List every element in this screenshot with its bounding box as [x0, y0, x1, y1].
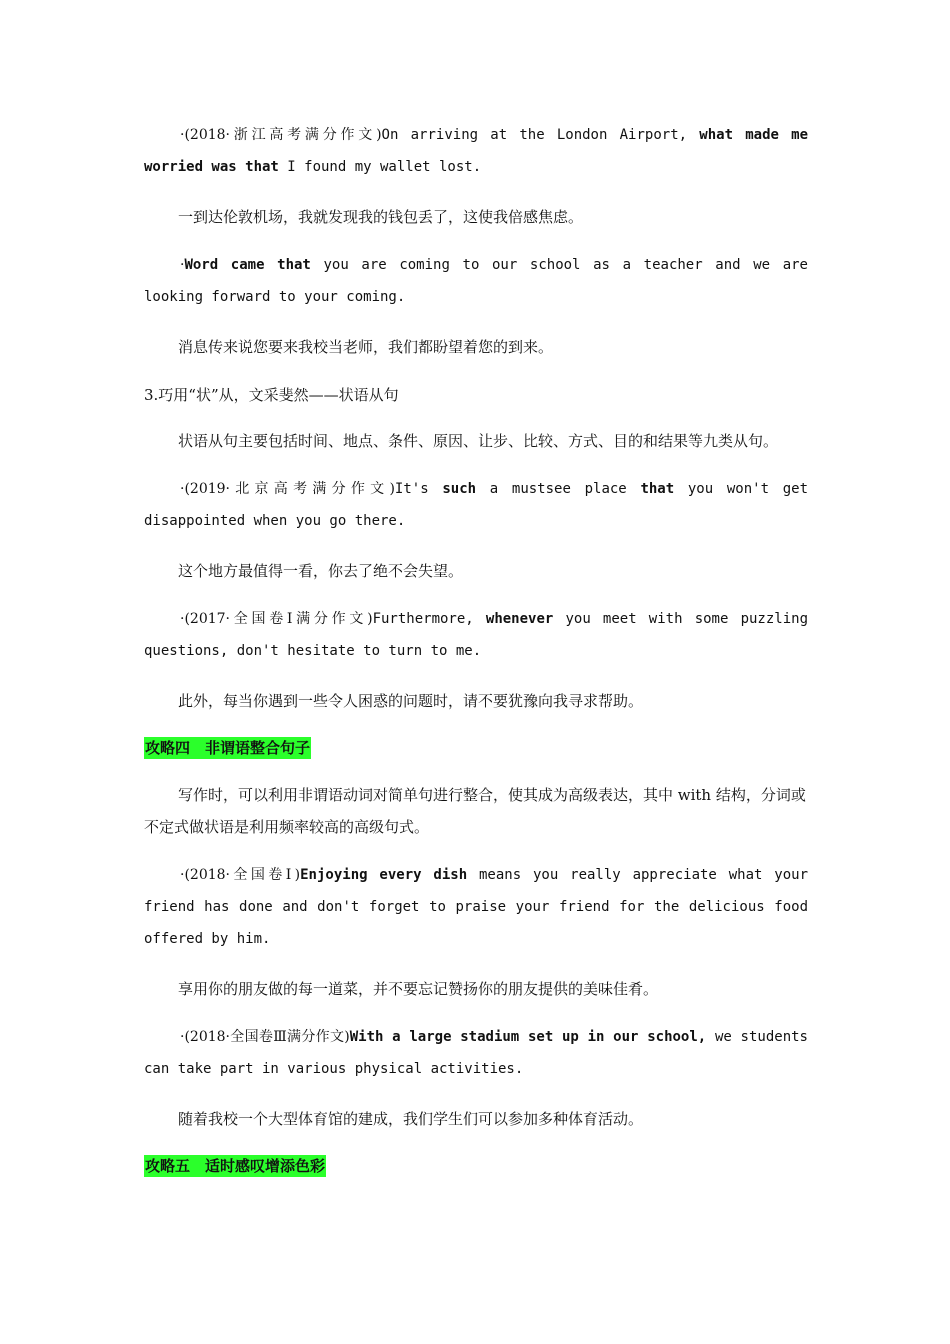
example-sentence [144, 249, 808, 313]
example-source: · [180, 257, 185, 273]
example-highlight: Word came that [184, 257, 311, 273]
section-heading: 3.巧用“状”从，文采斐然——状语从句 [144, 386, 399, 404]
highlighted-heading: 攻略五 适时感叹增添色彩 [145, 1157, 326, 1175]
example-translation: 这个地方最值得一看，你去了绝不会失望。 [178, 562, 464, 580]
example-highlight: what made me worried was that [144, 127, 808, 175]
example-text: I found my wallet lost. [278, 159, 482, 175]
example-source: ·(2017·全国卷Ⅰ满分作文) [180, 611, 373, 627]
example-text: On arriving at the London Airport, [381, 127, 700, 143]
example-text: Furthermore, [372, 611, 486, 627]
example-translation: 此外，每当你遇到一些令人困惑的问题时，请不要犹豫向我寻求帮助。 [178, 692, 644, 710]
example-text: a mustsee place [476, 481, 641, 497]
example-source: ·(2018·全国卷Ⅰ) [180, 867, 301, 883]
example-source: ·(2018·全国卷Ⅲ满分作文) [180, 1029, 350, 1045]
document-body [144, 119, 808, 1197]
example-text: you are coming to our school as a teacher and we are looking forward to your coming. [144, 257, 808, 305]
example-text: you won't get disappointed when you go there. [144, 481, 808, 529]
example-text: we students can take part in various physical activities. [144, 1029, 808, 1077]
example-sentence [144, 473, 808, 537]
example-highlight: whenever [485, 611, 554, 627]
example-source: ·(2018·浙江高考满分作文) [180, 127, 382, 143]
strategy-heading [144, 1151, 808, 1183]
example-text: It's [394, 481, 443, 497]
example-highlight: such [442, 481, 477, 497]
example-text: means you really appreciate what your friend has done and don't forget to praise your friend for the delicious food offered by him. [144, 867, 808, 947]
example-sentence [144, 603, 808, 667]
strategy-heading [144, 733, 808, 765]
example-text: you meet with some puzzling questions, don't hesitate to turn to me. [144, 611, 808, 659]
example-highlight: that [640, 481, 675, 497]
example-highlight: Enjoying every dish [300, 867, 468, 883]
example-highlight: With a large stadium set up in our school, [349, 1029, 707, 1045]
example-translation: 一到达伦敦机场，我就发现我的钱包丢了，这使我倍感焦虑。 [178, 208, 584, 226]
strategy-description: 写作时，可以利用非谓语动词对简单句进行整合，使其成为高级表达，其中 with 结构，分词或不定式做状语是利用频率较高的高级句式。 [144, 786, 806, 836]
example-translation: 随着我校一个大型体育馆的建成，我们学生们可以参加多种体育活动。 [178, 1110, 644, 1128]
example-sentence [144, 1021, 808, 1085]
example-sentence [144, 859, 808, 955]
example-translation: 消息传来说您要来我校当老师，我们都盼望着您的到来。 [178, 338, 554, 356]
highlighted-heading: 攻略四 非谓语整合句子 [145, 739, 311, 757]
example-source: ·(2019·北京高考满分作文) [180, 481, 395, 497]
example-translation: 享用你的朋友做的每一道菜，并不要忘记赞扬你的朋友提供的美味佳肴。 [178, 980, 659, 998]
example-sentence [144, 119, 808, 183]
section-description: 状语从句主要包括时间、地点、条件、原因、让步、比较、方式、目的和结果等九类从句。 [178, 432, 779, 450]
